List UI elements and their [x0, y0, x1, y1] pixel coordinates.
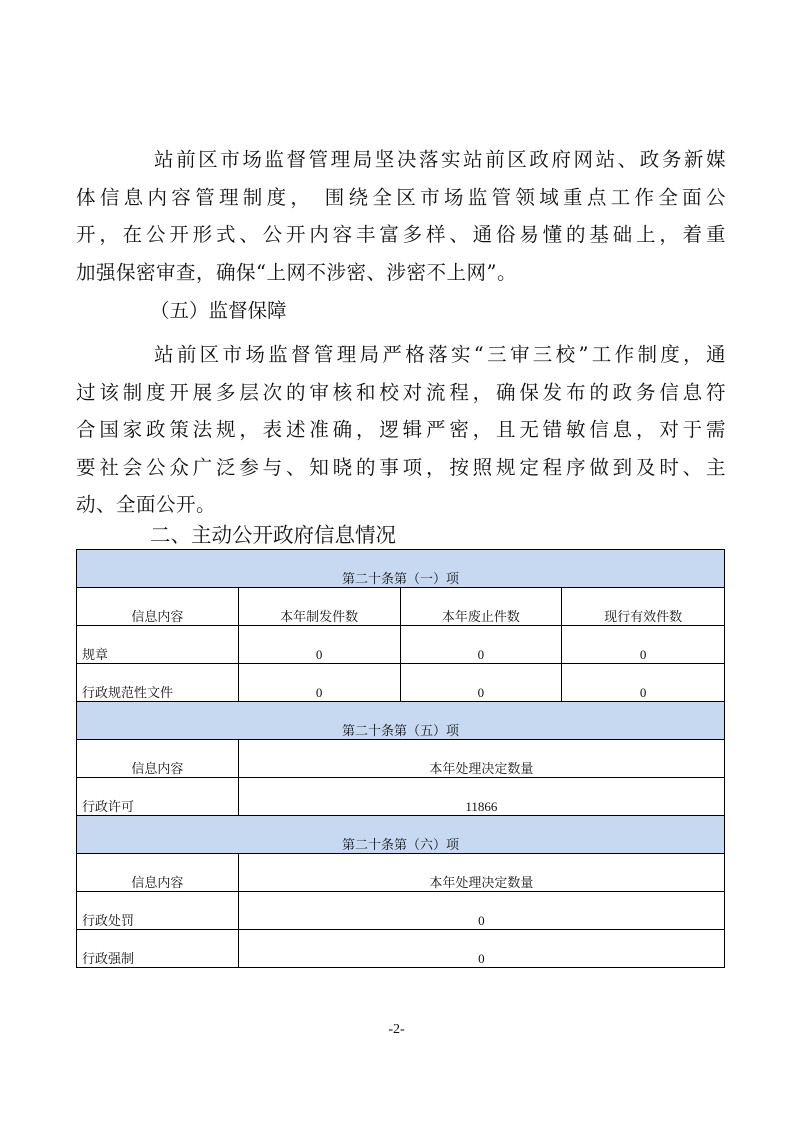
text-line: 开，在公开形式、公开内容丰富多样、通俗易懂的基础上，着重 — [76, 223, 726, 246]
cell-value: 11866 — [238, 778, 724, 816]
cell-value: 0 — [238, 892, 724, 930]
column-header: 本年废止件数 — [400, 588, 562, 626]
text-line: 合国家政策法规，表述准确，逻辑严密，且无错敏信息，对于需 — [76, 418, 726, 441]
section-heading-supervision: （五）监督保障 — [150, 299, 287, 322]
row-label: 行政规范性文件 — [77, 664, 239, 702]
table-header-row — [77, 854, 725, 892]
column-header: 信息内容 — [77, 854, 239, 892]
column-header: 信息内容 — [77, 588, 239, 626]
cell-value: 0 — [562, 664, 725, 702]
section-title: 第二十条第（五）项 — [77, 702, 725, 740]
text-line: 站前区市场监督管理局严格落实“三审三校”工作制度，通 — [154, 343, 726, 366]
table-row — [77, 892, 725, 930]
text-line: 站前区市场监督管理局坚决落实站前区政府网站、政务新媒 — [154, 148, 726, 171]
table-row — [77, 626, 725, 664]
cell-value: 0 — [238, 664, 400, 702]
text-line: 体信息内容管理制度， 围绕全区市场监管领域重点工作全面公 — [76, 185, 726, 209]
table-section-header — [77, 816, 725, 854]
page-number: -2- — [388, 1022, 405, 1037]
text-line: 过该制度开展多层次的审核和校对流程，确保发布的政务信息符 — [76, 380, 726, 404]
text-line: 动、全面公开。 — [76, 493, 217, 516]
cell-value: 0 — [238, 930, 724, 968]
column-header: 现行有效件数 — [562, 588, 725, 626]
table-row — [77, 930, 725, 968]
table-row — [77, 664, 725, 702]
row-label: 行政强制 — [77, 930, 239, 968]
section-title: 第二十条第（一）项 — [77, 550, 725, 588]
column-header: 信息内容 — [77, 740, 239, 778]
column-header: 本年处理决定数量 — [238, 740, 724, 778]
column-header: 本年处理决定数量 — [238, 854, 724, 892]
row-label: 行政处罚 — [77, 892, 239, 930]
row-label: 行政许可 — [77, 778, 239, 816]
info-disclosure-table — [76, 549, 725, 968]
table-section-header — [77, 550, 725, 588]
column-header: 本年制发件数 — [238, 588, 400, 626]
paragraph-supervision — [76, 336, 726, 524]
text-line: 加强保密审查，确保“上网不涉密、涉密不上网”。 — [76, 260, 517, 284]
cell-value: 0 — [400, 626, 562, 664]
cell-value: 0 — [400, 664, 562, 702]
table-row — [77, 778, 725, 816]
table-section-header — [77, 702, 725, 740]
table-header-row — [77, 588, 725, 626]
table-header-row — [77, 740, 725, 778]
paragraph-publicity-content — [76, 141, 726, 291]
row-label: 规章 — [77, 626, 239, 664]
cell-value: 0 — [562, 626, 725, 664]
cell-value: 0 — [238, 626, 400, 664]
text-line: 要社会公众广泛参与、知晓的事项，按照规定程序做到及时、主 — [76, 455, 726, 479]
section-title-active-disclosure: 二、主动公开政府信息情况 — [150, 523, 396, 547]
section-title: 第二十条第（六）项 — [77, 816, 725, 854]
